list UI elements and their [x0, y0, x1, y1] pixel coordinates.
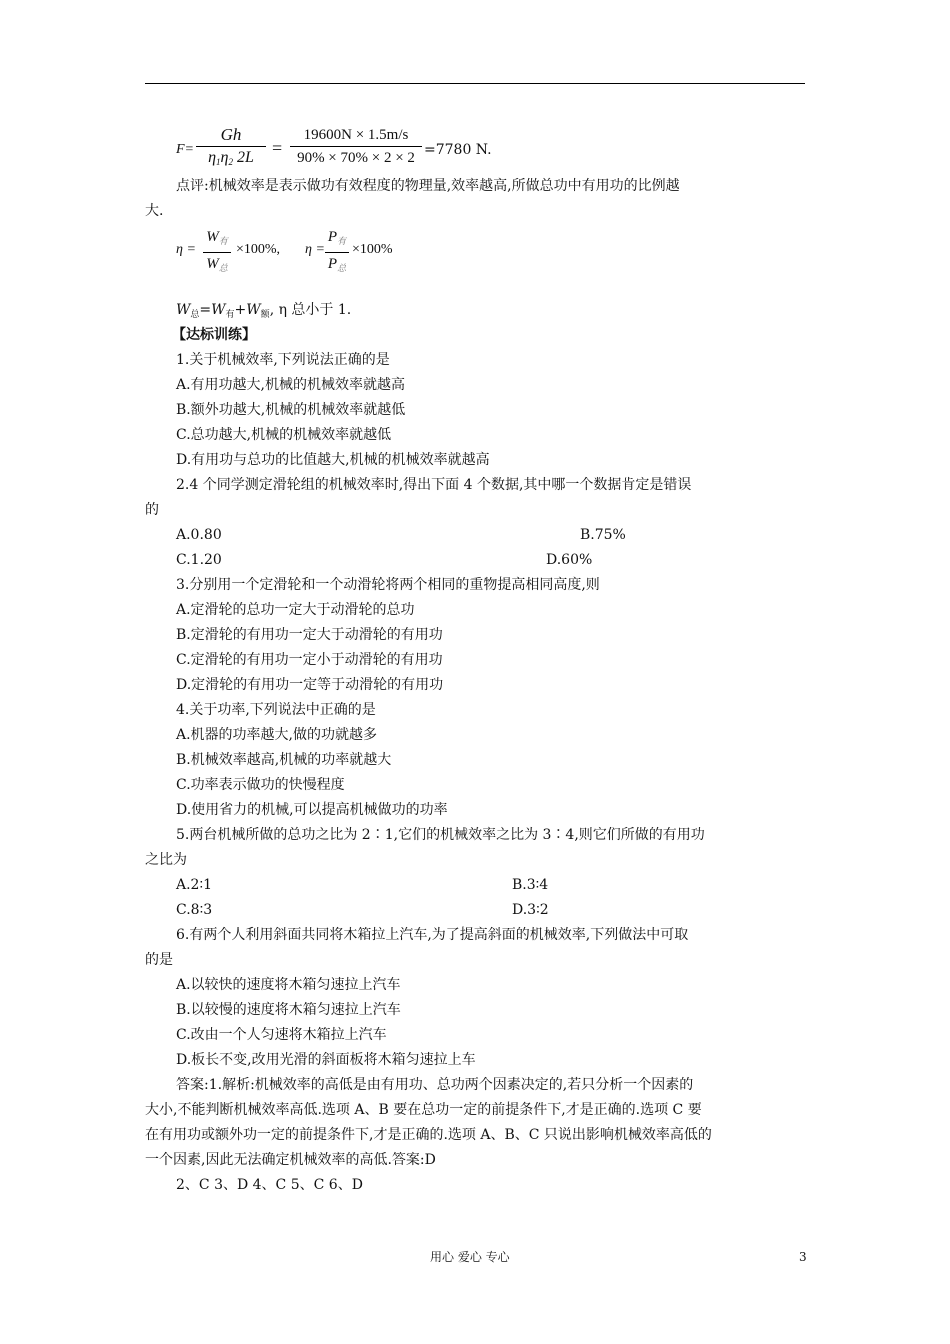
answer-option: C.8∶3 [176, 902, 213, 918]
eta-lhs-2: η = [305, 242, 325, 257]
text-line: 5.两台机械所做的总功之比为 2∶1,它们的机械效率之比为 3∶4,则它们所做的有用功 [176, 827, 705, 843]
text-line: 大小,不能判断机械效率高低.选项 A、B 要在总功一定的前提条件下,才是正确的.选项 C 要 [145, 1102, 702, 1118]
text-line: C.总功越大,机械的机械效率就越低 [176, 427, 392, 443]
text-line: A.有用功越大,机械的机械效率就越高 [176, 377, 406, 393]
text-line: B.额外功越大,机械的机械效率就越低 [176, 402, 406, 418]
formula-f-frac2 [290, 124, 422, 169]
frac1-denominator: $\eta_1\eta_2$ 2L [208, 149, 254, 167]
total-work-line: $W_总=W_有+W_额$, η 总小于 1. [176, 302, 352, 320]
text-line: 2.4 个同学测定滑轮组的机械效率时,得出下面 4 个数据,其中哪一个数据肯定是错误 [176, 477, 692, 493]
formula-f-frac1 [196, 124, 266, 173]
text-line: A.以较快的速度将木箱匀速拉上汽车 [176, 977, 401, 993]
frac2-numerator: 19600N × 1.5m/s [303, 127, 409, 143]
answer-option: C.1.20 [176, 552, 222, 568]
frac1-numerator: Gh [220, 125, 242, 144]
comment-line-2: 大. [145, 203, 164, 219]
frac2-denominator: 90% × 70% × 2 × 2 [297, 150, 415, 166]
answer-option: D.60% [546, 552, 593, 568]
text-line: D.定滑轮的有用功一定等于动滑轮的有用功 [176, 677, 444, 693]
text-line: 2、C 3、D 4、C 5、C 6、D [176, 1177, 363, 1193]
text-line: A.定滑轮的总功一定大于动滑轮的总功 [176, 602, 415, 618]
footer-text: 用心 爱心 专心 [430, 1250, 510, 1264]
formula-f-result: =7780 N. [424, 142, 492, 158]
header-rule [145, 83, 805, 84]
text-line: B.定滑轮的有用功一定大于动滑轮的有用功 [176, 627, 443, 643]
text-line: C.定滑轮的有用功一定小于动滑轮的有用功 [176, 652, 443, 668]
section-title: 【达标训练】 [172, 327, 256, 343]
answer-option: B.3∶4 [512, 877, 549, 893]
text-line: 的 [145, 502, 159, 518]
text-line: 6.有两个人利用斜面共同将木箱拉上汽车,为了提高斜面的机械效率,下列做法中可取 [176, 927, 689, 943]
page-number: 3 [799, 1250, 807, 1264]
text-line: C.功率表示做功的快慢程度 [176, 777, 345, 793]
text-line: 1.关于机械效率,下列说法正确的是 [176, 352, 390, 368]
eta-lhs-1: η = [176, 242, 196, 257]
comment-line-1: 点评:机械效率是表示做功有效程度的物理量,效率越高,所做总功中有用功的比例越 [176, 178, 680, 194]
text-line: 之比为 [145, 852, 187, 868]
answer-option: A.2∶1 [176, 877, 213, 893]
answer-option: B.75% [580, 527, 626, 543]
text-line: D.使用省力的机械,可以提高机械做功的功率 [176, 802, 448, 818]
text-line: B.以较慢的速度将木箱匀速拉上汽车 [176, 1002, 401, 1018]
text-line: A.机器的功率越大,做的功就越多 [176, 727, 378, 743]
text-line: 4.关于功率,下列说法中正确的是 [176, 702, 376, 718]
eta-times-2: ×100% [352, 242, 393, 257]
text-line: B.机械效率越高,机械的功率就越大 [176, 752, 392, 768]
text-line: D.有用功与总功的比值越大,机械的机械效率就越高 [176, 452, 490, 468]
text-line: 在有用功或额外功一定的前提条件下,才是正确的.选项 A、B、C 只说出影响机械效率高低的 [145, 1127, 712, 1143]
eta-frac-p: $P_有$ $P_总$ [325, 226, 349, 279]
eta-frac-w: $W_有$ $W_总$ [203, 226, 231, 279]
formula-f-eq: = [272, 138, 283, 158]
text-line: 一个因素,因此无法确定机械效率的高低.答案:D [145, 1152, 436, 1168]
text-line: C.改由一个人匀速将木箱拉上汽车 [176, 1027, 387, 1043]
text-line: D.板长不变,改用光滑的斜面板将木箱匀速拉上车 [176, 1052, 476, 1068]
text-line: 答案:1.解析:机械效率的高低是由有用功、总功两个因素决定的,若只分析一个因素的 [176, 1077, 694, 1093]
text-line: 的是 [145, 952, 173, 968]
eta-times-1: ×100%, [236, 242, 281, 257]
answer-option: A.0.80 [176, 527, 222, 543]
answer-option: D.3∶2 [512, 902, 549, 918]
text-line: 3.分别用一个定滑轮和一个动滑轮将两个相同的重物提高相同高度,则 [176, 577, 600, 593]
formula-f-lhs: F= [176, 142, 194, 157]
